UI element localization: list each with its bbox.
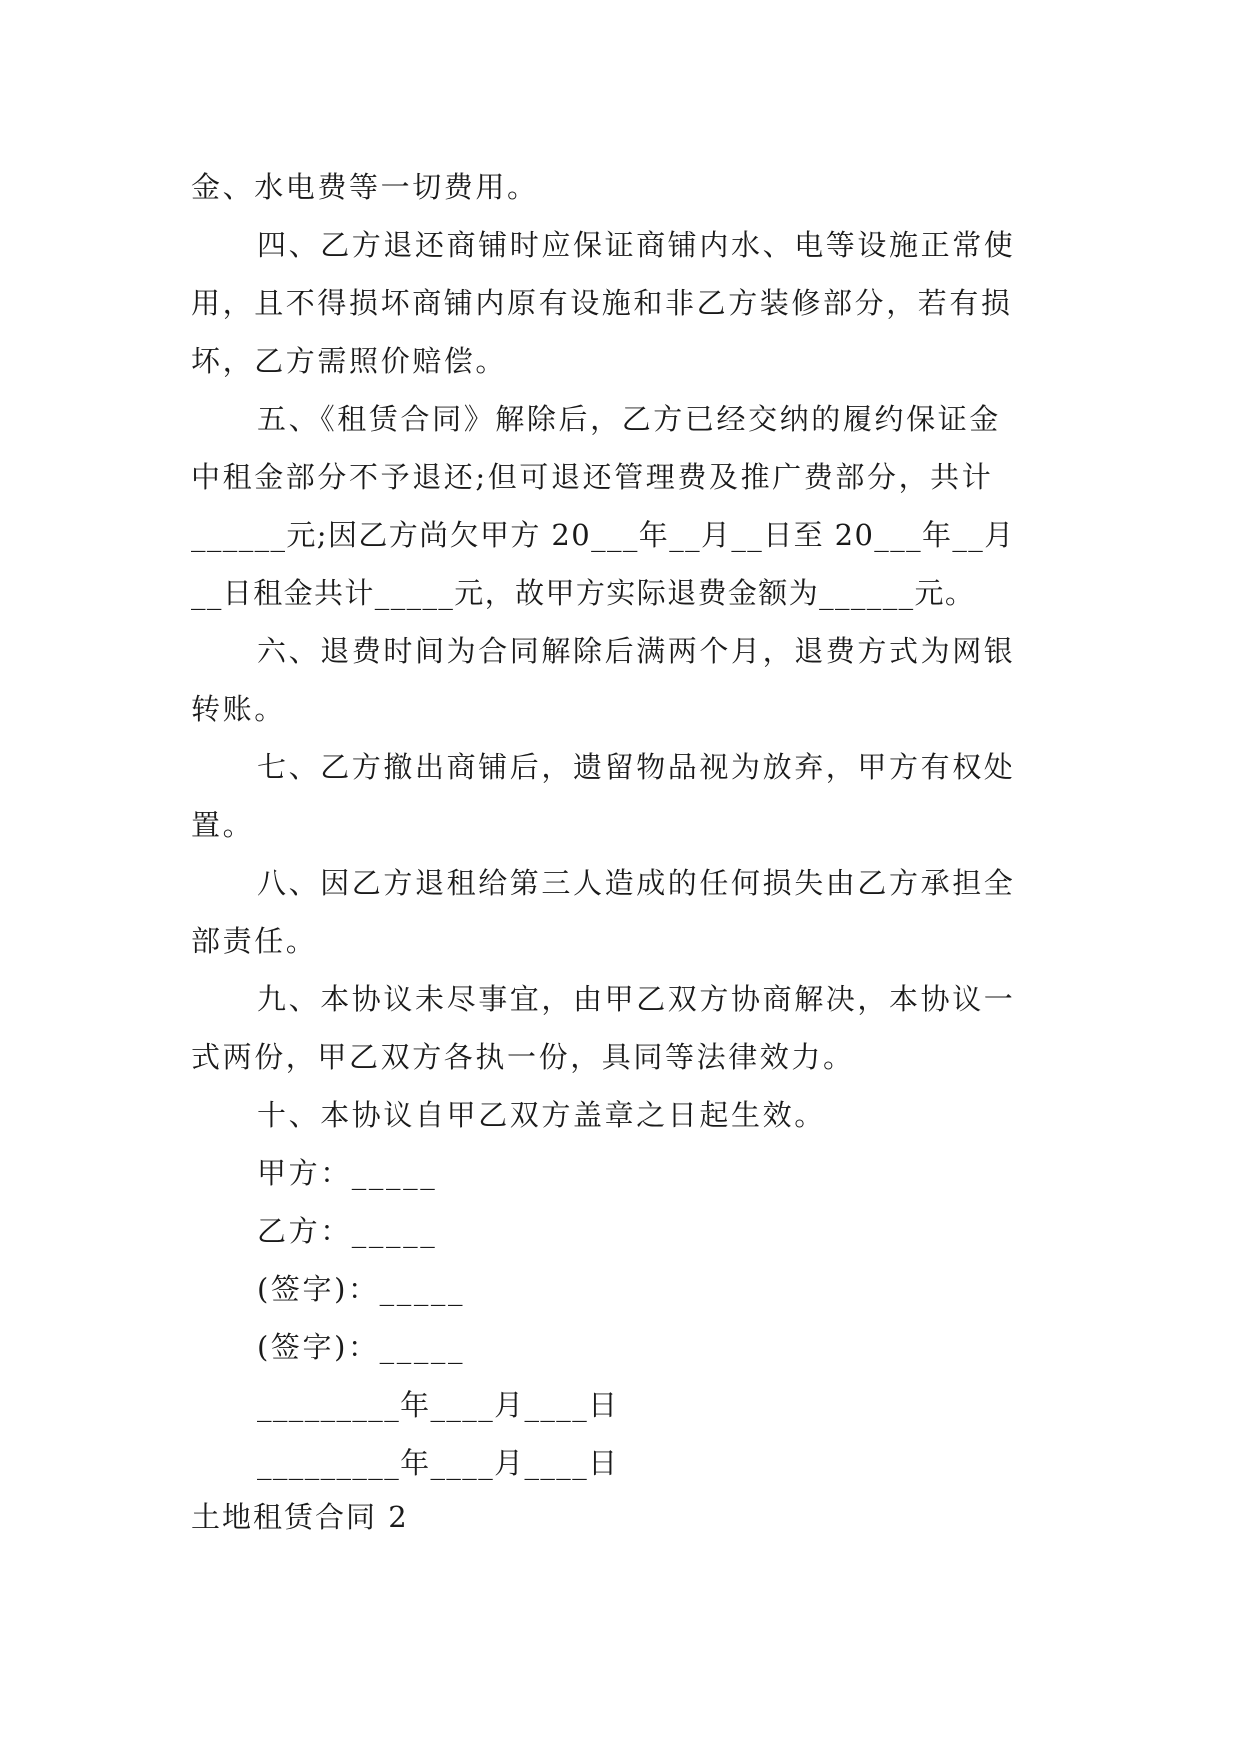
- signature-line-2: (签字)：_____: [257, 1330, 466, 1364]
- clause-10-line-1: 十、本协议自甲乙双方盖章之日起生效。: [257, 1098, 826, 1132]
- next-section-title: 土地租赁合同 2: [191, 1500, 409, 1534]
- clause-4-line-2: 用，且不得损坏商铺内原有设施和非乙方装修部分，若有损: [191, 286, 1013, 320]
- party-b-signature: 乙方：_____: [257, 1214, 438, 1248]
- clause-9-line-2: 式两份，甲乙双方各执一份，具同等法律效力。: [191, 1040, 855, 1074]
- clause-5-line-4: __日租金共计_____元，故甲方实际退费金额为______元。: [191, 576, 976, 610]
- clause-6-line-1: 六、退费时间为合同解除后满两个月，退费方式为网银: [257, 634, 1016, 668]
- clause-5-line-2: 中租金部分不予退还;但可退还管理费及推广费部分，共计: [191, 460, 994, 494]
- party-a-signature: 甲方：_____: [257, 1156, 438, 1190]
- date-line-1: _________年____月____日: [257, 1388, 619, 1422]
- clause-9-line-1: 九、本协议未尽事宜，由甲乙双方协商解决，本协议一: [257, 982, 1016, 1016]
- clause-7-line-2: 置。: [191, 808, 255, 842]
- date-line-2: _________年____月____日: [257, 1446, 619, 1480]
- clause-8-line-2: 部责任。: [191, 924, 318, 958]
- clause-4-line-1: 四、乙方退还商铺时应保证商铺内水、电等设施正常使: [257, 228, 1016, 262]
- contract-body: [191, 158, 1051, 1492]
- clause-7-line-1: 七、乙方撤出商铺后，遗留物品视为放弃，甲方有权处: [257, 750, 1016, 784]
- clause-4-line-3: 坏，乙方需照价赔偿。: [191, 344, 508, 378]
- signature-line-1: (签字)：_____: [257, 1272, 466, 1306]
- clause-5-line-3: ______元;因乙方尚欠甲方 20___年__月__日至 20___年__月: [191, 518, 1015, 552]
- clause-5-line-1: 五、《租赁合同》解除后，乙方已经交纳的履约保证金: [257, 402, 1001, 436]
- clause-8-line-1: 八、因乙方退租给第三人造成的任何损失由乙方承担全: [257, 866, 1016, 900]
- clause-6-line-2: 转账。: [191, 692, 286, 726]
- text-line: 金、水电费等一切费用。: [191, 170, 539, 204]
